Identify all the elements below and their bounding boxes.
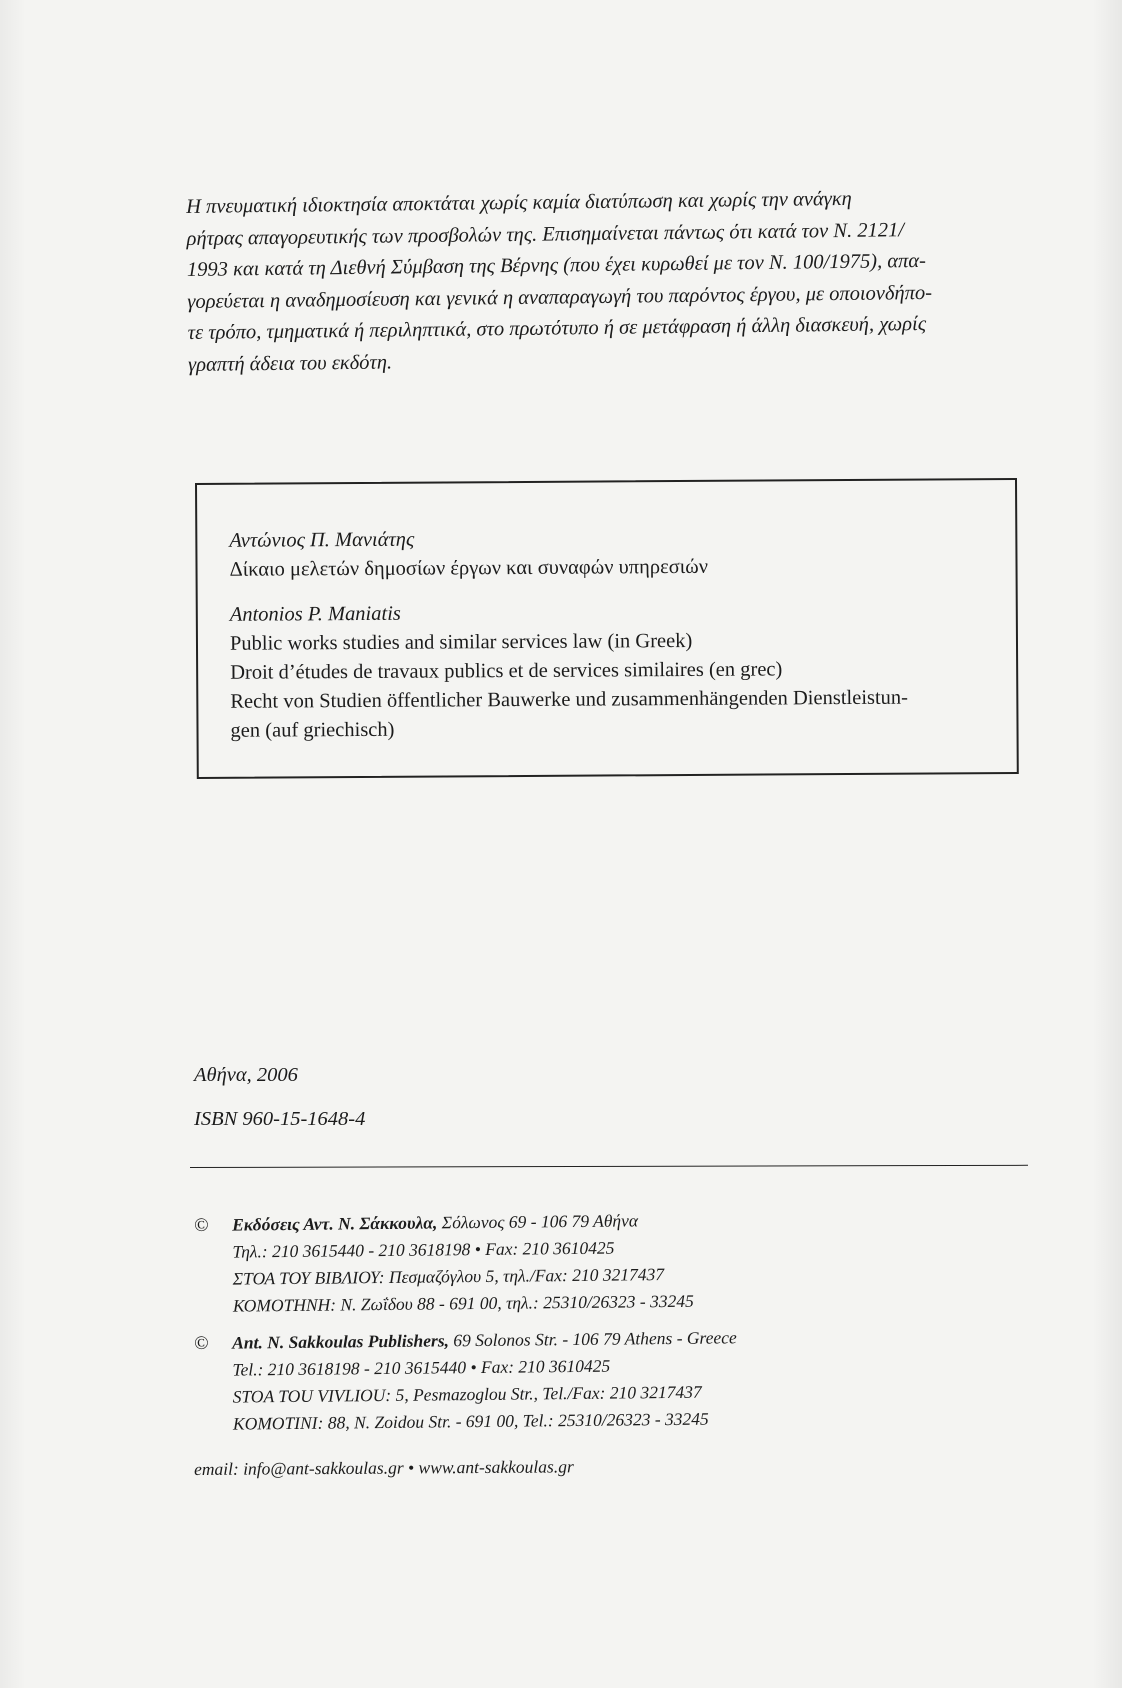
publisher-address: 69 Solonos Str. - 106 79 Athens - Greece: [448, 1327, 737, 1351]
title-german: Recht von Studien öffentlicher Bauwerke und zusammenhängenden Dienstleistun-: [230, 686, 909, 713]
copyright-notice: [186, 182, 1024, 381]
title-french: Droit d’études de travaux publics et de services similaires (en grec): [230, 658, 783, 684]
copyright-symbol: ©: [194, 1332, 209, 1354]
publisher-address: Σόλωνος 69 - 106 79 Αθήνα: [437, 1210, 639, 1233]
notice-line: τε τρόπο, τμηματικά ή περιληπτικά, στο πρωτότυπο ή σε μετάφραση ή άλλη διασκευή, χωρίς: [187, 312, 927, 344]
notice-line: ρήτρας απαγορευτικής των προσβολών της. Επισημαίνεται πάντως ότι κατά τον Ν. 2121/: [186, 218, 905, 250]
publisher-branch-komotini: KOMOTINI: 88, N. Zoidou Str. - 691 00, Tel.: 25310/26323 - 33245: [232, 1408, 709, 1434]
copyright-symbol: ©: [194, 1214, 209, 1236]
title-english: Public works studies and similar services law (in Greek): [229, 629, 693, 655]
scan-edge-left: [0, 0, 26, 1688]
place-year: Αθήνα, 2006: [194, 1064, 298, 1086]
publisher-address-line: [232, 1207, 693, 1239]
publisher-english-block: [194, 1321, 1054, 1434]
email-website: email: info@ant-sakkoulas.gr • www.ant-sakkoulas.gr: [194, 1456, 574, 1479]
divider-rule: [190, 1165, 1028, 1168]
notice-line: γορεύεται η αναδημοσίευση και γενικά η αναπαραγωγή του παρόντος έργου, με οποιονδήπο-: [187, 281, 933, 313]
notice-line: γραπτή άδεια του εκδότη.: [187, 350, 393, 376]
scan-edge-right: [1092, 0, 1122, 1688]
publisher-name: Εκδόσεις Αντ. Ν. Σάκκουλα,: [232, 1212, 438, 1235]
publisher-branch-athens: STOA TOU VIVLIOU: 5, Pesmazoglou Str., Tel./Fax: 210 3217437: [232, 1381, 702, 1407]
title-box: [195, 478, 1019, 779]
publisher-name: Ant. N. Sakkoulas Publishers,: [232, 1330, 450, 1353]
publisher-branch-komotini: ΚΟΜΟΤΗΝΗ: Ν. Ζωΐδου 88 - 691 00, τηλ.: 25310/26323 - 33245: [232, 1290, 694, 1316]
publisher-greek-block: [194, 1203, 1054, 1316]
publisher-branch-athens: ΣΤΟΑ ΤΟΥ ΒΙΒΛΙΟΥ: Πεσμαζόγλου 5, τηλ./Fax: 210 3217437: [232, 1264, 665, 1289]
title-greek: Δίκαιο μελετών δημοσίων έργων και συναφών υπηρεσιών: [229, 555, 709, 581]
publisher-phone: Tel.: 210 3618198 - 210 3615440 • Fax: 210 3610425: [232, 1355, 611, 1380]
notice-line: Η πνευματική ιδιοκτησία αποκτάται χωρίς καμία διατύπωση και χωρίς την ανάγκη: [186, 187, 852, 218]
author-greek: Αντώνιος Π. Μανιάτης: [229, 528, 415, 552]
notice-line: 1993 και κατά τη Διεθνή Σύμβαση της Βέρνης (που έχει κυρωθεί με τον Ν. 100/1975), απα-: [186, 249, 927, 281]
publisher-phone: Τηλ.: 210 3615440 - 210 3618198 • Fax: 210 3610425: [232, 1237, 615, 1262]
title-german-continued: gen (auf griechisch): [230, 718, 395, 742]
publisher-address-line: [232, 1324, 737, 1356]
isbn: ISBN 960-15-1648-4: [194, 1108, 366, 1130]
author-latin: Antonios P. Maniatis: [229, 602, 401, 626]
